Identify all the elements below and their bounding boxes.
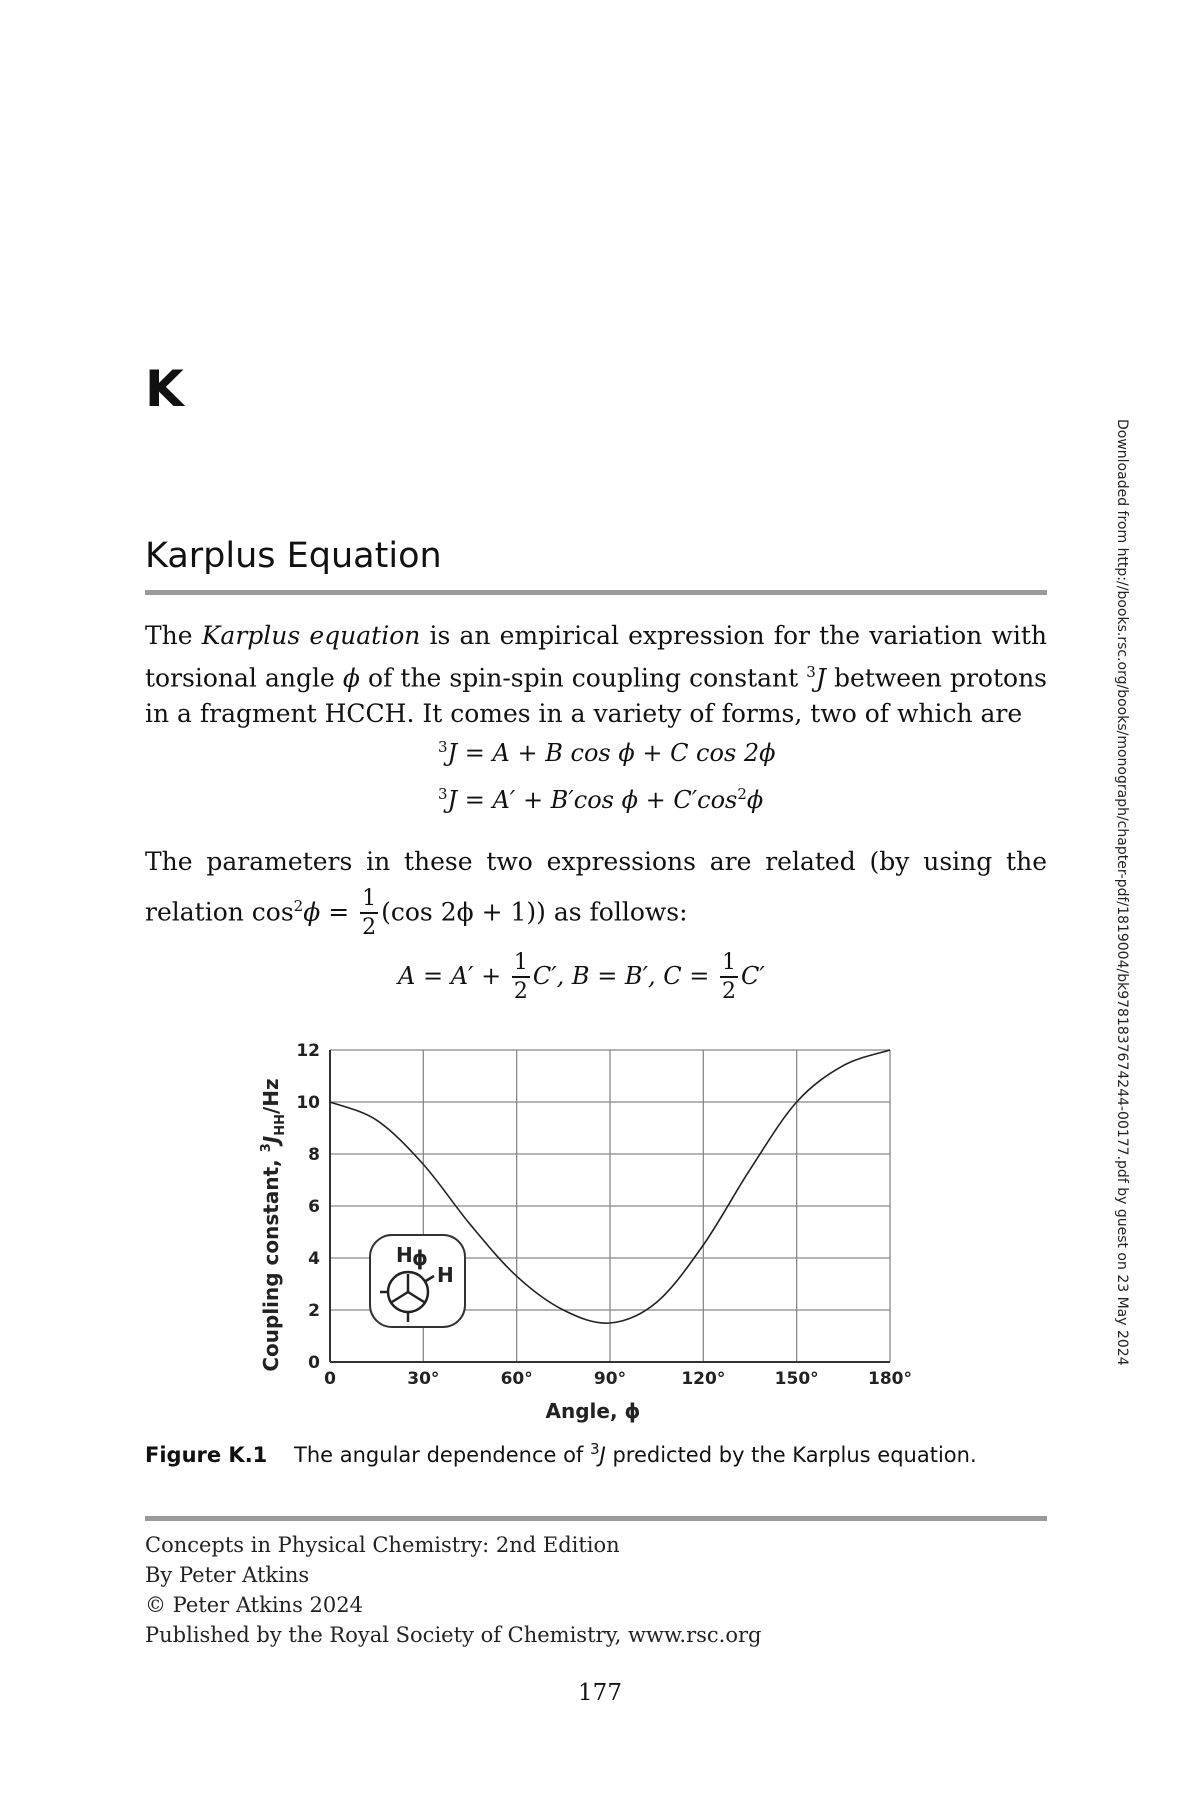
y-tick-label: 6 — [308, 1197, 320, 1217]
page-number: 177 — [578, 1680, 622, 1706]
inset-h-back: H — [437, 1263, 454, 1287]
intro-text-4: between protons in a fragment HCCH. It comes in a variety of forms, two of which are — [145, 663, 1047, 729]
ylabel-sup: 3 — [259, 1143, 274, 1153]
x-axis-label: Angle, ϕ — [545, 1399, 641, 1423]
title-rule — [145, 590, 1047, 595]
ylabel-post: /Hz — [259, 1078, 283, 1115]
y-tick-label: 0 — [308, 1353, 320, 1373]
footer-publisher: Published by the Royal Society of Chemistry, www.rsc.org — [145, 1623, 762, 1647]
eq3-fraction-1 — [512, 952, 530, 1003]
equation-2 — [438, 785, 763, 814]
y-tick-label: 10 — [296, 1093, 320, 1113]
caption-sup: 3 — [590, 1440, 600, 1458]
x-tick-label: 90° — [593, 1369, 627, 1389]
eq3-den1: 2 — [513, 979, 528, 1004]
inset-h-front: H — [396, 1243, 413, 1267]
relation-sup: 2 — [293, 897, 304, 915]
eq2-lhs: J = A′ + B′cos ϕ + C′cos — [447, 786, 738, 814]
relation-num: 1 — [360, 888, 378, 914]
eq3-b: C′, B = B′, C = — [532, 962, 710, 990]
x-tick-label: 150° — [774, 1369, 819, 1389]
relation-paragraph — [145, 840, 1047, 939]
caption-var: J — [599, 1443, 606, 1467]
eq3-fraction-2 — [720, 952, 738, 1003]
chapter-title: Karplus Equation — [145, 536, 442, 576]
chapter-letter: K — [145, 360, 184, 418]
x-tick-label: 180° — [868, 1369, 912, 1389]
karplus-chart — [250, 1030, 950, 1430]
eq3-num2: 1 — [720, 952, 738, 978]
inset-phi: ϕ — [412, 1246, 428, 1270]
intro-term: Karplus equation — [201, 621, 421, 650]
intro-paragraph — [145, 618, 1047, 732]
intro-text-3: of the spin-spin coupling constant — [359, 663, 807, 693]
intro-text-1: The — [145, 621, 202, 650]
download-note: Downloaded from http://books.rsc.org/books/monograph/chapter-pdf/1819004/bk9781837674244-00177.pdf by guest on 23 May 2024 — [1114, 419, 1130, 1366]
intro-j-sup: 3 — [806, 663, 816, 681]
footer-copyright: © Peter Atkins 2024 — [145, 1593, 363, 1617]
relation-tail: (cos 2ϕ + 1)) as follows: — [381, 897, 688, 927]
relation-mid: ϕ = — [303, 897, 350, 927]
x-tick-label: 0 — [324, 1369, 336, 1389]
footer-author: By Peter Atkins — [145, 1563, 310, 1587]
y-tick-label: 8 — [308, 1145, 320, 1165]
ylabel-sub: HH — [273, 1114, 288, 1136]
caption-label: Figure K.1 — [145, 1443, 268, 1467]
book-info — [145, 1530, 761, 1650]
footer-book-title: Concepts in Physical Chemistry: 2nd Edition — [145, 1533, 620, 1557]
eq2-sup: 3 — [438, 785, 448, 803]
x-tick-label: 30° — [407, 1369, 440, 1389]
y-axis-label — [259, 1078, 288, 1371]
eq2-tail: ϕ — [746, 786, 764, 814]
y-tick-label: 4 — [308, 1249, 320, 1269]
eq1-sup: 3 — [438, 738, 448, 756]
y-tick-label: 12 — [296, 1041, 320, 1061]
relation-text: The parameters in these two expressions are related (by using the relation cos — [145, 847, 1047, 927]
ylabel-var: J — [259, 1135, 283, 1144]
x-tick-label: 60° — [500, 1369, 533, 1389]
eq3-num1: 1 — [512, 952, 530, 978]
chart-ticks — [296, 1041, 912, 1389]
eq3-c: C′ — [741, 962, 765, 990]
relation-den: 2 — [362, 915, 377, 941]
newman-inset — [370, 1235, 465, 1327]
caption-text-1: The angular dependence of — [294, 1443, 591, 1467]
figure-caption — [145, 1440, 977, 1467]
ylabel-pre: Coupling constant, — [259, 1152, 283, 1372]
eq3-den2: 2 — [722, 979, 737, 1004]
equation-3 — [398, 952, 765, 1003]
y-tick-label: 2 — [308, 1301, 320, 1321]
caption-text-2: predicted by the Karplus equation. — [605, 1443, 977, 1467]
intro-text-2: is an empirical expression for the variation with torsional angle — [145, 621, 1047, 693]
footer-rule — [145, 1516, 1047, 1521]
equation-1 — [438, 738, 776, 767]
eq3-a: A = A′ + — [398, 962, 502, 990]
eq2-sup2: 2 — [737, 785, 747, 803]
intro-j-var: J — [815, 663, 826, 693]
x-tick-label: 120° — [681, 1369, 726, 1389]
intro-phi: ϕ — [342, 663, 360, 693]
relation-fraction — [360, 888, 378, 939]
eq1-text: J = A + B cos ϕ + C cos 2ϕ — [447, 739, 776, 767]
